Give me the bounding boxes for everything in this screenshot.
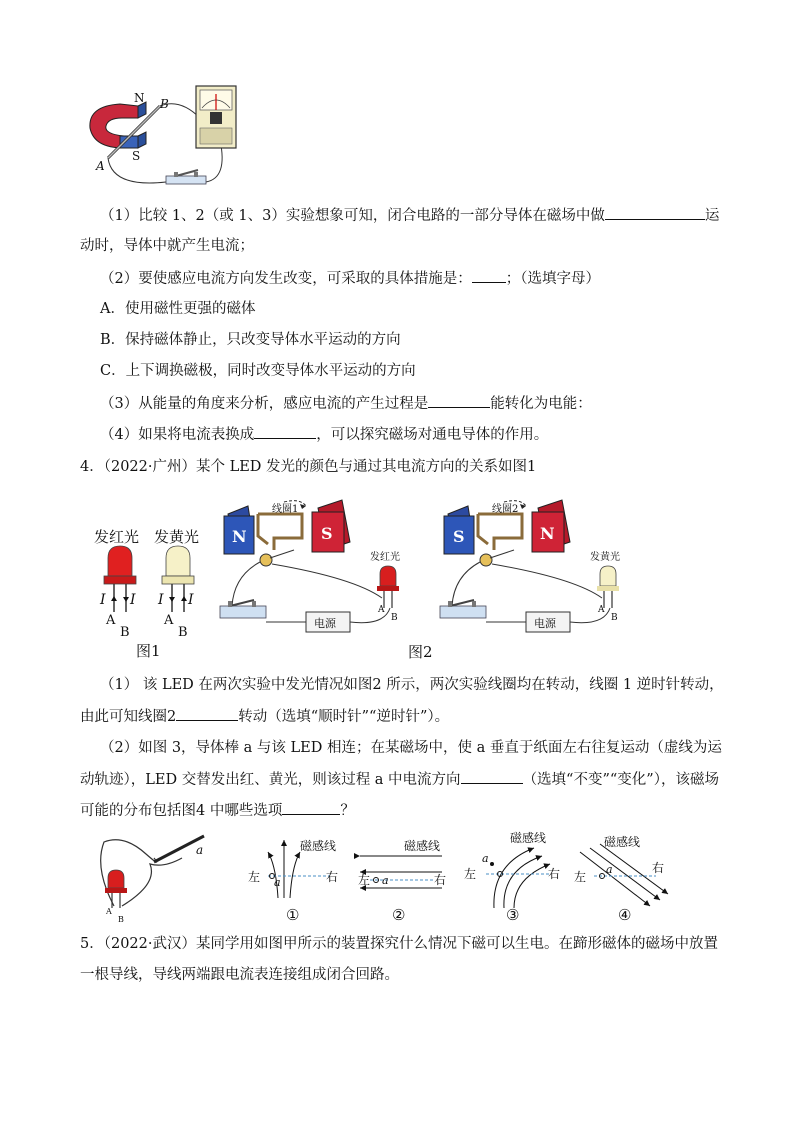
q4-p2-line2: [80, 769, 719, 790]
q4-p1-line2: [80, 706, 449, 727]
figure-1-led: [86, 522, 214, 662]
q4-p2-text-c: （选填“不变”“变化”），该磁场: [522, 772, 719, 788]
figure-2-right-apparatus: [434, 488, 640, 638]
q5-line2: 一根导线，导线两端跟电流表连接组成闭合回路。: [80, 967, 399, 983]
q5-line1: 5．（2022·武汉）某同学用如图甲所示的装置探究什么情况下磁可以生电。在蹄形磁体的磁场中放置: [80, 936, 718, 952]
fig4-3-field: 磁感线: [510, 831, 547, 845]
q4-p1-text-c: 转动（选填“顺时针”“逆时针”）。: [238, 709, 450, 725]
q4-p2-text-b: 动轨迹），LED 交替发出红、黄光，则该过程 a 中电流方向: [80, 772, 461, 788]
q3-option-c: C．上下调换磁极，同时改变导体水平运动的方向: [100, 363, 416, 379]
fig4-1-left: 左: [248, 870, 261, 884]
fig4-4-field: 磁感线: [604, 835, 641, 849]
q4-p2-text-d: 可能的分布包括图4 中哪些选项: [80, 803, 283, 819]
fig2-right-coil-label: 线圈2: [492, 504, 519, 515]
q3-blank-4[interactable]: [254, 424, 316, 439]
q4-p1-line1: （1） 该 LED 在两次实验中发光情况如图2 所示，两次实验线圈均在转动，线圈 1 逆时针转动，: [100, 677, 724, 693]
top-experiment-figure: [80, 78, 250, 196]
fig2-left-power: 电源: [314, 617, 336, 630]
q3-p1-text-a: （1）比较 1、2（或 1、3）实验想象可知，闭合电路的一部分导体在磁场中做: [100, 208, 605, 224]
q3-option-b: B．保持磁体静止，只改变导体水平运动的方向: [100, 332, 401, 348]
fig1-B-2: B: [178, 625, 188, 640]
fig1-yellow-label: 发黄光: [154, 528, 200, 546]
fig4-3-a: a: [482, 852, 489, 865]
fig4-2-field: 磁感线: [404, 839, 441, 853]
q3-p1-text-b: 运: [704, 208, 720, 224]
q3-p1-line1: [100, 205, 719, 226]
q4-p2-line3: [80, 800, 355, 821]
q4-p1-text-b: 由此可知线圈2: [80, 709, 177, 725]
q3-blank-1[interactable]: [605, 205, 705, 220]
fig1-A-2: A: [164, 613, 174, 628]
fig1-I-2: I: [130, 592, 136, 608]
fig1-I-4: I: [188, 592, 194, 608]
q3-p1-line2: 动时，导体中就产生电流；: [80, 238, 254, 254]
figure-3-conductor-led: [84, 828, 244, 924]
figure-4-field-options: [230, 826, 670, 926]
fig4-3-right: 右: [548, 867, 561, 881]
q4-blank-1[interactable]: [176, 706, 238, 721]
fig2-right-led-label: 发黄光: [590, 552, 620, 563]
fig4-2-a: a: [382, 874, 389, 887]
fig2-caption: 图2: [408, 643, 433, 661]
fig2-left-coil-label: 线圈1: [272, 504, 299, 515]
fig1-caption: 图1: [136, 642, 161, 660]
fig2-left-S: S: [321, 524, 333, 543]
q3-p2-line: [100, 268, 600, 289]
fig1-I-3: I: [158, 592, 164, 608]
fig2-right-S: S: [453, 527, 465, 546]
fig2-left-B: B: [391, 613, 398, 623]
q3-blank-2[interactable]: [472, 268, 506, 283]
q3-blank-3[interactable]: [428, 393, 490, 408]
q3-p3-line: [100, 393, 592, 414]
fig4-1-num: ①: [286, 906, 300, 924]
fig2-left-A: A: [378, 605, 385, 615]
fig2-right-A: A: [598, 605, 605, 615]
fig2-right-B: B: [611, 613, 618, 623]
fig3-B: B: [118, 915, 124, 924]
fig4-4-left: 左: [574, 870, 587, 884]
fig1-A-1: A: [106, 613, 116, 628]
q4-blank-2[interactable]: [461, 769, 523, 784]
fig4-4-a: a: [606, 863, 613, 876]
q4-header: 4．（2022·广州）某个 LED 发光的颜色与通过其电流方向的关系如图1: [80, 459, 537, 475]
figure-2-left-apparatus: [214, 488, 420, 638]
fig4-1-right: 右: [326, 870, 339, 884]
fig1-red-label: 发红光: [94, 528, 140, 546]
fig4-4-right: 右: [652, 861, 665, 875]
fig4-1-field: 磁感线: [300, 839, 337, 853]
fig4-2-num: ②: [392, 906, 406, 924]
fig4-2-right: 右: [434, 873, 447, 887]
q4-blank-3[interactable]: [282, 800, 340, 815]
fig4-4-num: ④: [618, 906, 632, 924]
fig2-right-N: N: [540, 524, 555, 543]
label-B: B: [160, 97, 169, 111]
label-N: N: [134, 91, 145, 105]
q3-p2-text-a: （2）要使感应电流方向发生改变，可采取的具体措施是：: [100, 271, 472, 287]
label-S: S: [132, 149, 141, 163]
fig4-2-left: 左: [358, 873, 371, 887]
fig2-right-power: 电源: [534, 617, 556, 630]
q3-p2-text-b: ；（选填字母）: [505, 271, 600, 287]
q4-p2-line1: （2）如图 3，导体棒 a 与该 LED 相连；在某磁场中，使 a 垂直于纸面左右往复运动（虚线为运: [100, 740, 722, 756]
q3-p3-text-b: 能转化为电能：: [490, 396, 592, 412]
q3-p3-text-a: （3）从能量的角度来分析，感应电流的产生过程是: [100, 396, 429, 412]
fig3-a: a: [196, 843, 204, 857]
q3-p4-line: [100, 424, 548, 445]
q3-p4-text-b: ，可以探究磁场对通电导体的作用。: [316, 427, 549, 443]
fig4-3-num: ③: [506, 906, 520, 924]
q3-p4-text-a: （4）如果将电流表换成: [100, 427, 255, 443]
fig1-I-1: I: [100, 592, 106, 608]
label-A: A: [96, 159, 105, 173]
fig4-1-a: a: [274, 876, 281, 889]
fig1-B-1: B: [120, 625, 130, 640]
fig2-left-N: N: [232, 527, 247, 546]
q3-option-a: A．使用磁性更强的磁体: [100, 301, 256, 317]
q4-p2-text-e: ？: [340, 803, 355, 819]
fig4-3-left: 左: [464, 867, 477, 881]
fig3-A: A: [106, 907, 112, 916]
fig2-left-led-label: 发红光: [370, 552, 400, 563]
